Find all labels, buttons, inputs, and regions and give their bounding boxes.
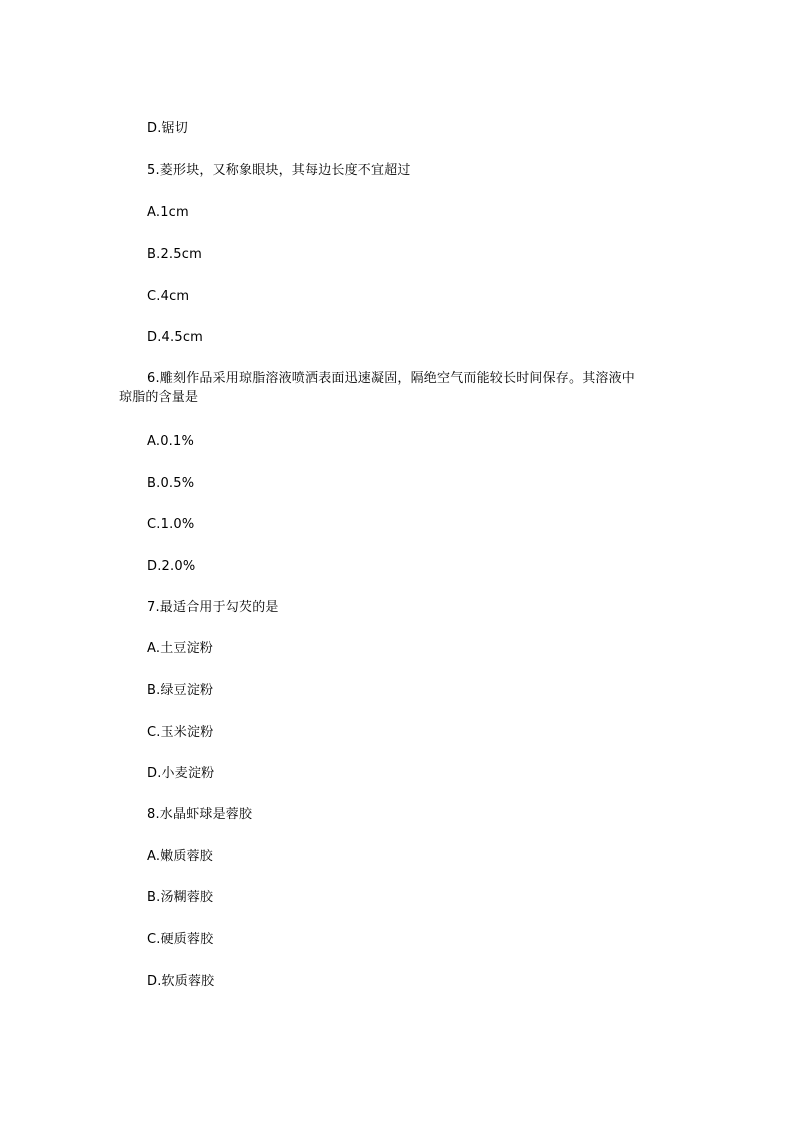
q8-question: 8.水晶虾球是蓉胶 [147, 807, 253, 822]
q6-option-a: A.0.1% [147, 434, 195, 449]
q7-option-c: C.玉米淀粉 [147, 725, 214, 740]
q8-option-b: B.汤糊蓉胶 [147, 890, 214, 905]
q7-option-d: D.小麦淀粉 [147, 766, 215, 781]
q5-option-a: A.1cm [147, 205, 189, 220]
q6-option-d: D.2.0% [147, 559, 196, 574]
q7-question: 7.最适合用于勾芡的是 [147, 600, 279, 615]
q5-option-b: B.2.5cm [147, 247, 202, 262]
q7-option-a: A.土豆淀粉 [147, 641, 213, 656]
q4-option-d: D.锯切 [147, 121, 188, 136]
q8-option-c: C.硬质蓉胶 [147, 932, 214, 947]
q5-option-c: C.4cm [147, 289, 190, 304]
q8-option-a: A.嫩质蓉胶 [147, 849, 213, 864]
q7-option-b: B.绿豆淀粉 [147, 683, 214, 698]
q5-question: 5.菱形块，又称象眼块，其每边长度不宜超过 [147, 163, 411, 178]
q6-option-c: C.1.0% [147, 517, 195, 532]
q8-option-d: D.软质蓉胶 [147, 974, 215, 989]
q6-option-b: B.0.5% [147, 476, 195, 491]
q5-option-d: D.4.5cm [147, 330, 204, 345]
q6-question-line1: 6.雕刻作品采用琼脂溶液喷洒表面迅速凝固，隔绝空气而能较长时间保存。其溶液中 [147, 371, 636, 386]
q6-question-line2: 琼脂的含量是 [119, 390, 199, 405]
